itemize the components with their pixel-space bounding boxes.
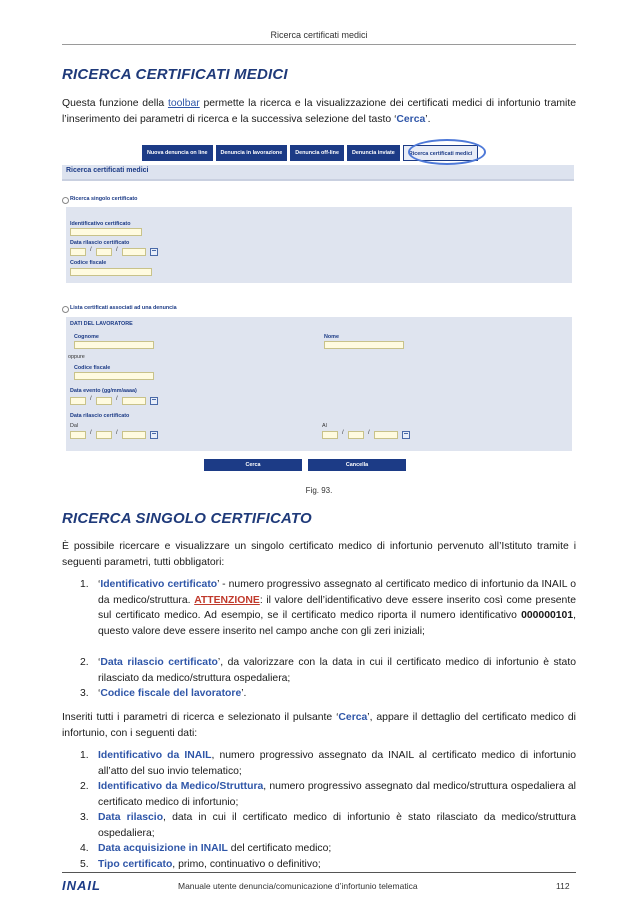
tab-denuncia-offline[interactable]: Denuncia off-line: [290, 145, 344, 161]
date-separator: /: [90, 430, 92, 436]
codice-fiscale-input[interactable]: [70, 268, 152, 276]
cognome-label: Cognome: [74, 334, 99, 340]
cognome-input[interactable]: [74, 341, 154, 349]
dal-month-input[interactable]: [96, 431, 112, 439]
al-year-input[interactable]: [374, 431, 398, 439]
radio-singolo[interactable]: [62, 197, 69, 204]
date-separator: /: [116, 430, 118, 436]
dal-year-input[interactable]: [122, 431, 146, 439]
detail-item: 3. Data rilascio, data in cui il certificato medico di infortunio è stato rilasciato da medico/struttura ospedaliera;: [80, 812, 576, 839]
cerca-term: Cerca: [396, 113, 426, 125]
section2-intro: È possibile ricercare e visualizzare un singolo certificato medico di infortunio pervenuto all’Istituto tramite i seguenti parametri, tutti obbligatori:: [62, 541, 576, 568]
highlight-ring: [408, 139, 486, 165]
section2-after-paragraph: Inseriti tutti i parametri di ricerca e selezionato il pulsante ‘Cerca’, appare il dettaglio del certificato medico di infortunio, con i seguenti dati:: [62, 712, 576, 739]
tab-denuncia-lavorazione[interactable]: Denuncia in lavorazione: [216, 145, 288, 161]
running-header: Ricerca certificati medici: [270, 30, 368, 40]
date-separator: /: [116, 396, 118, 402]
dal-label: Dal: [70, 423, 79, 429]
list-item: 3. ‘Codice fiscale del lavoratore’.: [80, 688, 247, 699]
section-intro-paragraph: Questa funzione della toolbar permette la ricerca e la visualizzazione dei certificati medici di infortunio tramite l’inserimento dei parametri di ricerca e la successiva selezione del tasto ‘Cerca’.: [62, 98, 576, 125]
detail-item: 4. Data acquisizione in INAIL del certificato medico;: [80, 843, 332, 854]
identificativo-input[interactable]: [70, 228, 142, 236]
attenzione-label: ATTENZIONE: [194, 594, 260, 606]
codice-fiscale-input-2[interactable]: [74, 372, 154, 380]
calendar-icon[interactable]: [150, 248, 158, 256]
date-separator: /: [342, 430, 344, 436]
rilascio-month-input[interactable]: [96, 248, 112, 256]
figure-screenshot: [62, 141, 574, 474]
al-day-input[interactable]: [322, 431, 338, 439]
footer-text: Manuale utente denuncia/comunicazione d’infortunio telematica: [178, 881, 418, 891]
tab-ricerca-certificati[interactable]: Ricerca certificati medici: [403, 145, 479, 161]
dal-day-input[interactable]: [70, 431, 86, 439]
identificativo-label: Identificativo certificato: [70, 221, 131, 227]
tab-nuova-denuncia[interactable]: Nuova denuncia on line: [142, 145, 213, 161]
date-separator: /: [90, 396, 92, 402]
radio-lista[interactable]: [62, 306, 69, 313]
inail-logo: INAIL: [62, 878, 101, 893]
tab-denuncia-inviate[interactable]: Denuncia inviate: [347, 145, 400, 161]
radio-singolo-label: Ricerca singolo certificato: [70, 196, 138, 202]
al-month-input[interactable]: [348, 431, 364, 439]
footer-divider: [62, 872, 576, 873]
oppure-label: oppure: [68, 354, 85, 360]
al-label: Al: [322, 423, 327, 429]
figure-caption: Fig. 93.: [305, 486, 333, 495]
detail-item: 1. Identificativo da INAIL, numero progressivo assegnato da INAIL al certificato medico di infortunio all’atto del suo invio telematico;: [80, 750, 576, 777]
data-rilascio-label-2: Data rilascio certificato: [70, 413, 130, 419]
data-rilascio-label: Data rilascio certificato: [70, 240, 130, 246]
codice-fiscale-label-2: Codice fiscale: [74, 365, 111, 371]
form-title: Ricerca certificati medici: [66, 167, 149, 174]
list-item: 2. ‘Data rilascio certificato’, da valorizzare con la data in cui il certificato medico di infortunio è stato rilasciato da medico/struttura ospedaliera;: [80, 657, 577, 684]
nome-input[interactable]: [324, 341, 404, 349]
codice-fiscale-label: Codice fiscale: [70, 260, 107, 266]
nome-label: Nome: [324, 334, 339, 340]
detail-item: 5. Tipo certificato, primo, continuativo o definitivo;: [80, 857, 576, 873]
evento-month-input[interactable]: [96, 397, 112, 405]
page-number: 112: [556, 881, 570, 891]
cancella-button[interactable]: Cancella: [308, 459, 406, 471]
evento-day-input[interactable]: [70, 397, 86, 405]
form-title-bar: [62, 165, 574, 181]
calendar-icon[interactable]: [150, 431, 158, 439]
toolbar-link[interactable]: toolbar: [167, 98, 200, 109]
rilascio-day-input[interactable]: [70, 248, 86, 256]
list-item: 1. ‘Identificativo certificato’ - numero progressivo assegnato al certificato medico di infortunio da INAIL o da medico/struttura. ATTENZIONE: il valore dell’identificativo deve essere inserito così come presente sul certificato medico. Ad esempio, se il certificato medico riporta il numero identificativo 000000101, questo valore deve essere inserito nel campo anche con gli zeri iniziali;: [80, 579, 576, 637]
calendar-icon[interactable]: [150, 397, 158, 405]
date-separator: /: [116, 247, 118, 253]
cerca-button[interactable]: Cerca: [204, 459, 302, 471]
evento-year-input[interactable]: [122, 397, 146, 405]
date-separator: /: [368, 430, 370, 436]
radio-lista-label: Lista certificati associati ad una denuncia: [70, 305, 177, 311]
section-heading-ricerca-singolo: RICERCA SINGOLO CERTIFICATO: [62, 510, 312, 527]
rilascio-year-input[interactable]: [122, 248, 146, 256]
lavoratore-title: DATI DEL LAVORATORE: [70, 321, 133, 327]
detail-item: 2. Identificativo da Medico/Struttura, numero progressivo assegnato dal medico/struttura ospedaliera al certificato medico di infortunio;: [80, 781, 576, 808]
header-divider: [62, 44, 576, 45]
data-evento-label: Data evento (gg/mm/aaaa): [70, 388, 137, 394]
date-separator: /: [90, 247, 92, 253]
calendar-icon[interactable]: [402, 431, 410, 439]
section-heading-ricerca-certificati: RICERCA CERTIFICATI MEDICI: [62, 66, 288, 83]
